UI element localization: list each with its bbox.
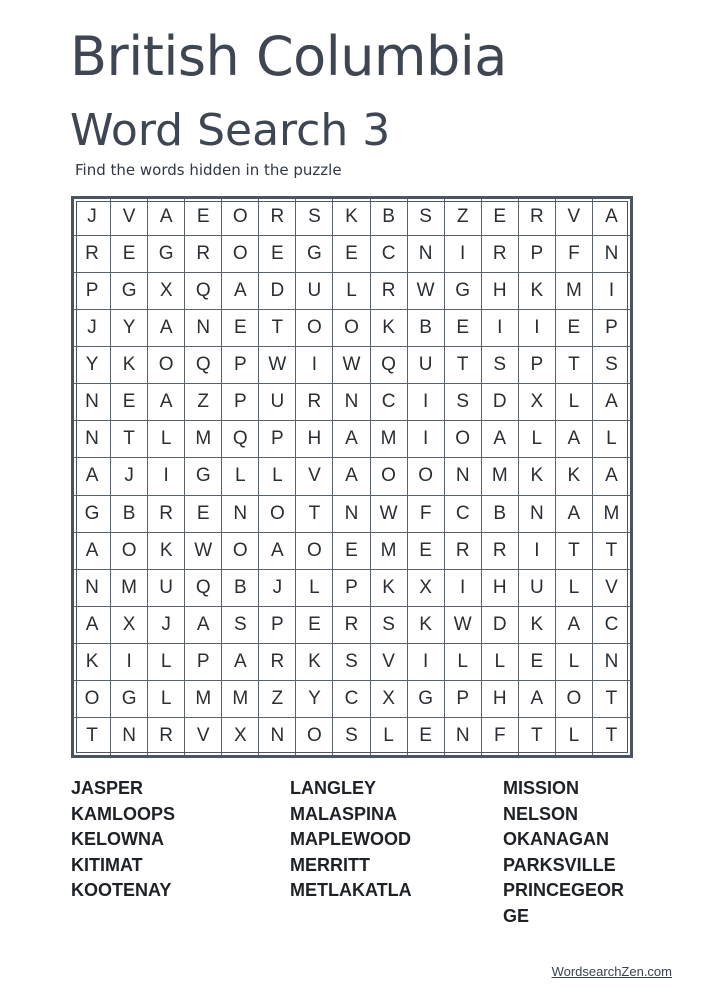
word-list-item: MALASPINA bbox=[290, 803, 397, 824]
grid-cell[interactable]: E bbox=[222, 310, 259, 347]
grid-cell[interactable]: C bbox=[371, 384, 408, 421]
grid-cell[interactable]: K bbox=[333, 199, 370, 236]
grid-cell[interactable]: M bbox=[185, 681, 222, 718]
grid-cell[interactable]: G bbox=[185, 458, 222, 495]
grid-cell[interactable]: K bbox=[148, 533, 185, 570]
grid-cell[interactable]: L bbox=[333, 273, 370, 310]
grid-cell[interactable]: D bbox=[482, 607, 519, 644]
grid-cell[interactable]: N bbox=[111, 718, 148, 755]
grid-cell[interactable]: R bbox=[259, 199, 296, 236]
grid-cell[interactable]: L bbox=[556, 644, 593, 681]
grid-cell[interactable]: W bbox=[259, 347, 296, 384]
grid-cell[interactable]: W bbox=[333, 347, 370, 384]
word-list-column-2 bbox=[290, 776, 412, 904]
grid-cell[interactable]: G bbox=[148, 236, 185, 273]
grid-cell[interactable]: C bbox=[593, 607, 630, 644]
grid-cell[interactable]: J bbox=[74, 310, 111, 347]
grid-cell[interactable]: J bbox=[148, 607, 185, 644]
grid-cell[interactable]: E bbox=[519, 644, 556, 681]
grid-cell[interactable]: I bbox=[408, 421, 445, 458]
grid-cell[interactable]: E bbox=[296, 607, 333, 644]
grid-cell[interactable]: T bbox=[556, 347, 593, 384]
grid-cell[interactable]: R bbox=[371, 273, 408, 310]
grid-cell[interactable]: E bbox=[185, 496, 222, 533]
grid-cell[interactable]: K bbox=[111, 347, 148, 384]
grid-cell[interactable]: O bbox=[445, 421, 482, 458]
grid-cell[interactable]: O bbox=[296, 310, 333, 347]
grid-cell[interactable]: S bbox=[445, 384, 482, 421]
grid-cell[interactable]: L bbox=[593, 421, 630, 458]
grid-cell[interactable]: L bbox=[148, 421, 185, 458]
grid-cell[interactable]: V bbox=[556, 199, 593, 236]
grid-cell[interactable]: I bbox=[593, 273, 630, 310]
grid-cell[interactable]: H bbox=[482, 570, 519, 607]
grid-cell[interactable]: E bbox=[445, 310, 482, 347]
grid-cell[interactable]: G bbox=[111, 681, 148, 718]
grid-cell[interactable]: A bbox=[222, 273, 259, 310]
grid-cell[interactable]: Q bbox=[371, 347, 408, 384]
grid-cell[interactable]: A bbox=[556, 421, 593, 458]
word-list-item: KITIMAT bbox=[71, 854, 143, 875]
grid-cell[interactable]: D bbox=[482, 384, 519, 421]
grid-cell[interactable]: N bbox=[74, 570, 111, 607]
grid-cell[interactable]: A bbox=[148, 310, 185, 347]
grid-cell[interactable]: R bbox=[296, 384, 333, 421]
grid-cell[interactable]: N bbox=[333, 496, 370, 533]
grid-cell[interactable]: H bbox=[482, 273, 519, 310]
grid-cell[interactable]: T bbox=[593, 533, 630, 570]
grid-cell[interactable]: X bbox=[111, 607, 148, 644]
grid-cell[interactable]: N bbox=[408, 236, 445, 273]
grid-cell[interactable]: A bbox=[333, 458, 370, 495]
grid-cell[interactable]: N bbox=[74, 384, 111, 421]
grid-cell[interactable]: T bbox=[74, 718, 111, 755]
grid-cell[interactable]: S bbox=[333, 644, 370, 681]
grid-cell[interactable]: A bbox=[148, 199, 185, 236]
grid-cell[interactable]: R bbox=[185, 236, 222, 273]
word-list-item: NELSON bbox=[503, 803, 579, 824]
grid-cell[interactable]: O bbox=[222, 236, 259, 273]
grid-cell[interactable]: P bbox=[259, 421, 296, 458]
grid-cell[interactable]: P bbox=[74, 273, 111, 310]
grid-cell[interactable]: M bbox=[185, 421, 222, 458]
grid-cell[interactable]: H bbox=[482, 681, 519, 718]
grid-cell[interactable]: V bbox=[296, 458, 333, 495]
grid-cell[interactable]: E bbox=[259, 236, 296, 273]
grid-cell[interactable]: A bbox=[148, 384, 185, 421]
grid-cell[interactable]: R bbox=[445, 533, 482, 570]
grid-cell[interactable]: R bbox=[148, 496, 185, 533]
grid-cell[interactable]: G bbox=[296, 236, 333, 273]
grid-cell[interactable]: O bbox=[408, 458, 445, 495]
page-title: British Columbia bbox=[70, 25, 507, 88]
grid-cell[interactable]: P bbox=[222, 384, 259, 421]
grid-cell[interactable]: Z bbox=[445, 199, 482, 236]
grid-cell[interactable]: G bbox=[111, 273, 148, 310]
grid-cell[interactable]: Q bbox=[185, 347, 222, 384]
grid-cell[interactable]: A bbox=[74, 458, 111, 495]
grid-cell[interactable]: O bbox=[556, 681, 593, 718]
grid-cell[interactable]: W bbox=[371, 496, 408, 533]
grid-cell[interactable]: N bbox=[593, 644, 630, 681]
grid-cell[interactable]: T bbox=[593, 681, 630, 718]
grid-cell[interactable]: W bbox=[445, 607, 482, 644]
grid-cell[interactable]: I bbox=[408, 384, 445, 421]
grid-cell[interactable]: S bbox=[222, 607, 259, 644]
grid-cell[interactable]: Y bbox=[111, 310, 148, 347]
grid-cell[interactable]: Q bbox=[222, 421, 259, 458]
footer-credit-link[interactable]: WordsearchZen.com bbox=[551, 964, 672, 979]
word-list-item: KOOTENAY bbox=[71, 880, 172, 901]
grid-cell[interactable]: M bbox=[556, 273, 593, 310]
grid-cell[interactable]: L bbox=[371, 718, 408, 755]
puzzle-grid bbox=[74, 199, 630, 755]
grid-cell[interactable]: L bbox=[482, 644, 519, 681]
word-list-item: JASPER bbox=[71, 778, 144, 798]
grid-cell[interactable]: S bbox=[296, 199, 333, 236]
grid-cell[interactable]: J bbox=[259, 570, 296, 607]
grid-cell[interactable]: H bbox=[296, 421, 333, 458]
grid-cell[interactable]: N bbox=[185, 310, 222, 347]
grid-cell[interactable]: B bbox=[371, 199, 408, 236]
grid-cell[interactable]: M bbox=[371, 533, 408, 570]
grid-cell[interactable]: K bbox=[296, 644, 333, 681]
grid-cell[interactable]: A bbox=[593, 199, 630, 236]
word-list-item: MAPLEWOOD bbox=[290, 829, 411, 850]
grid-cell[interactable]: I bbox=[111, 644, 148, 681]
grid-cell[interactable]: X bbox=[408, 570, 445, 607]
grid-cell[interactable]: N bbox=[222, 496, 259, 533]
grid-cell[interactable]: K bbox=[371, 310, 408, 347]
grid-cell[interactable]: T bbox=[556, 533, 593, 570]
grid-cell[interactable]: K bbox=[74, 644, 111, 681]
grid-cell[interactable]: E bbox=[333, 236, 370, 273]
grid-cell[interactable]: T bbox=[445, 347, 482, 384]
grid-cell[interactable]: N bbox=[445, 458, 482, 495]
grid-cell[interactable]: C bbox=[371, 236, 408, 273]
grid-cell[interactable]: R bbox=[482, 533, 519, 570]
grid-cell[interactable]: V bbox=[111, 199, 148, 236]
grid-cell[interactable]: A bbox=[556, 496, 593, 533]
grid-cell[interactable]: L bbox=[148, 644, 185, 681]
grid-cell[interactable]: W bbox=[185, 533, 222, 570]
grid-cell[interactable]: R bbox=[519, 199, 556, 236]
grid-cell[interactable]: M bbox=[111, 570, 148, 607]
grid-cell[interactable]: A bbox=[222, 644, 259, 681]
grid-cell[interactable]: F bbox=[482, 718, 519, 755]
grid-cell[interactable]: K bbox=[556, 458, 593, 495]
grid-cell[interactable]: P bbox=[333, 570, 370, 607]
grid-cell[interactable]: A bbox=[593, 458, 630, 495]
grid-cell[interactable]: G bbox=[408, 681, 445, 718]
word-list-item: MERRITT bbox=[290, 854, 370, 875]
grid-cell[interactable]: S bbox=[333, 718, 370, 755]
grid-cell[interactable]: O bbox=[222, 533, 259, 570]
grid-cell[interactable]: Y bbox=[296, 681, 333, 718]
grid-cell[interactable]: R bbox=[74, 236, 111, 273]
grid-cell[interactable]: O bbox=[111, 533, 148, 570]
grid-cell[interactable]: B bbox=[482, 496, 519, 533]
grid-cell[interactable]: R bbox=[482, 236, 519, 273]
grid-cell[interactable]: A bbox=[333, 421, 370, 458]
grid-cell[interactable]: K bbox=[519, 273, 556, 310]
instructions-text: Find the words hidden in the puzzle bbox=[75, 161, 342, 179]
grid-cell[interactable]: B bbox=[222, 570, 259, 607]
grid-cell[interactable]: N bbox=[593, 236, 630, 273]
grid-cell[interactable]: L bbox=[148, 681, 185, 718]
grid-cell[interactable]: P bbox=[519, 236, 556, 273]
grid-cell[interactable]: S bbox=[371, 607, 408, 644]
grid-cell[interactable]: L bbox=[556, 718, 593, 755]
grid-cell[interactable]: O bbox=[296, 718, 333, 755]
grid-cell[interactable]: M bbox=[593, 496, 630, 533]
grid-cell[interactable]: U bbox=[296, 273, 333, 310]
page-subtitle: Word Search 3 bbox=[70, 105, 391, 156]
grid-cell[interactable]: S bbox=[408, 199, 445, 236]
grid-cell[interactable]: T bbox=[296, 496, 333, 533]
grid-cell[interactable]: P bbox=[593, 310, 630, 347]
word-list-column-1 bbox=[71, 776, 175, 904]
grid-cell[interactable]: M bbox=[482, 458, 519, 495]
grid-cell[interactable]: Q bbox=[185, 570, 222, 607]
grid-cell[interactable]: Q bbox=[185, 273, 222, 310]
grid-cell[interactable]: E bbox=[185, 199, 222, 236]
grid-cell[interactable]: O bbox=[74, 681, 111, 718]
grid-cell[interactable]: E bbox=[111, 236, 148, 273]
grid-cell[interactable]: G bbox=[445, 273, 482, 310]
grid-cell[interactable]: I bbox=[296, 347, 333, 384]
grid-cell[interactable]: R bbox=[259, 644, 296, 681]
grid-cell[interactable]: A bbox=[259, 533, 296, 570]
grid-cell[interactable]: S bbox=[482, 347, 519, 384]
grid-cell[interactable]: Z bbox=[185, 384, 222, 421]
grid-cell[interactable]: O bbox=[296, 533, 333, 570]
grid-cell[interactable]: O bbox=[259, 496, 296, 533]
grid-cell[interactable]: B bbox=[111, 496, 148, 533]
grid-cell[interactable]: L bbox=[445, 644, 482, 681]
grid-cell[interactable]: Y bbox=[74, 347, 111, 384]
grid-cell[interactable]: I bbox=[148, 458, 185, 495]
grid-cell[interactable]: R bbox=[148, 718, 185, 755]
grid-cell[interactable]: E bbox=[408, 533, 445, 570]
grid-cell[interactable]: K bbox=[371, 570, 408, 607]
grid-cell[interactable]: O bbox=[148, 347, 185, 384]
grid-cell[interactable]: Z bbox=[259, 681, 296, 718]
grid-cell[interactable]: A bbox=[519, 681, 556, 718]
grid-cell[interactable]: U bbox=[148, 570, 185, 607]
grid-cell[interactable]: A bbox=[593, 384, 630, 421]
grid-cell[interactable]: T bbox=[605, 725, 618, 747]
grid-cell[interactable]: V bbox=[593, 570, 630, 607]
word-list-column-3 bbox=[503, 776, 633, 930]
grid-cell[interactable]: W bbox=[408, 273, 445, 310]
grid-cell[interactable]: X bbox=[222, 718, 259, 755]
grid-cell[interactable]: N bbox=[445, 718, 482, 755]
grid-cell[interactable]: C bbox=[333, 681, 370, 718]
grid-cell[interactable]: X bbox=[148, 273, 185, 310]
grid-cell[interactable]: I bbox=[408, 644, 445, 681]
grid-cell[interactable]: O bbox=[371, 458, 408, 495]
grid-cell[interactable]: E bbox=[482, 199, 519, 236]
grid-cell[interactable]: L bbox=[259, 458, 296, 495]
grid-cell[interactable]: X bbox=[371, 681, 408, 718]
grid-cell[interactable]: L bbox=[519, 421, 556, 458]
grid-cell[interactable]: A bbox=[74, 533, 111, 570]
grid-cell[interactable]: C bbox=[445, 496, 482, 533]
grid-cell[interactable]: K bbox=[519, 458, 556, 495]
grid-cell[interactable]: P bbox=[445, 681, 482, 718]
grid-cell[interactable]: A bbox=[556, 607, 593, 644]
grid-cell[interactable]: O bbox=[222, 199, 259, 236]
grid-cell[interactable]: T bbox=[111, 421, 148, 458]
grid-cell[interactable]: M bbox=[222, 681, 259, 718]
word-list-item: METLAKATLA bbox=[290, 880, 412, 901]
grid-cell[interactable]: V bbox=[185, 718, 222, 755]
grid-cell[interactable]: J bbox=[74, 199, 111, 236]
grid-cell[interactable]: U bbox=[259, 384, 296, 421]
grid-cell[interactable]: E bbox=[333, 533, 370, 570]
grid-cell[interactable]: N bbox=[259, 718, 296, 755]
word-list-item: OKANAGAN bbox=[503, 829, 609, 850]
grid-cell[interactable]: U bbox=[408, 347, 445, 384]
grid-cell[interactable]: D bbox=[259, 273, 296, 310]
grid-cell[interactable]: N bbox=[519, 496, 556, 533]
grid-cell[interactable]: A bbox=[482, 421, 519, 458]
grid-cell[interactable]: E bbox=[408, 718, 445, 755]
grid-cell[interactable]: V bbox=[371, 644, 408, 681]
grid-cell[interactable]: I bbox=[445, 236, 482, 273]
grid-cell[interactable]: E bbox=[111, 384, 148, 421]
word-list-item: PARKSVILLE bbox=[503, 854, 616, 875]
grid-cell[interactable]: G bbox=[74, 496, 111, 533]
grid-cell[interactable]: K bbox=[408, 607, 445, 644]
puzzle-grid-frame bbox=[71, 196, 633, 758]
word-list-item: PRINCEGEORGE bbox=[503, 880, 625, 926]
grid-cell[interactable]: K bbox=[519, 607, 556, 644]
grid-cell[interactable]: I bbox=[519, 533, 556, 570]
grid-cell[interactable]: R bbox=[333, 607, 370, 644]
word-list-item: KELOWNA bbox=[71, 829, 164, 850]
grid-cell[interactable]: L bbox=[296, 570, 333, 607]
grid-cell[interactable]: L bbox=[222, 458, 259, 495]
word-list-item: KAMLOOPS bbox=[71, 803, 176, 824]
grid-cell[interactable]: S bbox=[593, 347, 630, 384]
grid-cell[interactable]: I bbox=[482, 310, 519, 347]
grid-cell[interactable]: U bbox=[519, 570, 556, 607]
grid-cell[interactable]: X bbox=[519, 384, 556, 421]
grid-cell[interactable]: N bbox=[74, 421, 111, 458]
grid-cell[interactable]: A bbox=[185, 607, 222, 644]
word-list-item: MISSION bbox=[503, 778, 580, 798]
grid-cell[interactable]: T bbox=[259, 310, 296, 347]
grid-cell[interactable]: P bbox=[259, 607, 296, 644]
grid-cell[interactable]: P bbox=[222, 347, 259, 384]
grid-cell[interactable]: L bbox=[556, 384, 593, 421]
grid-cell[interactable]: E bbox=[556, 310, 593, 347]
grid-cell[interactable]: M bbox=[371, 421, 408, 458]
word-list-item: LANGLEY bbox=[290, 778, 377, 798]
grid-cell[interactable]: A bbox=[74, 607, 111, 644]
grid-cell[interactable]: I bbox=[519, 310, 556, 347]
grid-cell[interactable]: I bbox=[445, 570, 482, 607]
grid-cell[interactable]: O bbox=[333, 310, 370, 347]
grid-cell[interactable]: F bbox=[556, 236, 593, 273]
grid-cell[interactable]: P bbox=[185, 644, 222, 681]
grid-cell[interactable]: F bbox=[408, 496, 445, 533]
grid-cell[interactable]: T bbox=[519, 718, 556, 755]
grid-cell[interactable]: L bbox=[556, 570, 593, 607]
grid-cell[interactable]: J bbox=[111, 458, 148, 495]
grid-cell[interactable]: B bbox=[408, 310, 445, 347]
grid-cell[interactable]: N bbox=[333, 384, 370, 421]
grid-cell[interactable]: P bbox=[519, 347, 556, 384]
